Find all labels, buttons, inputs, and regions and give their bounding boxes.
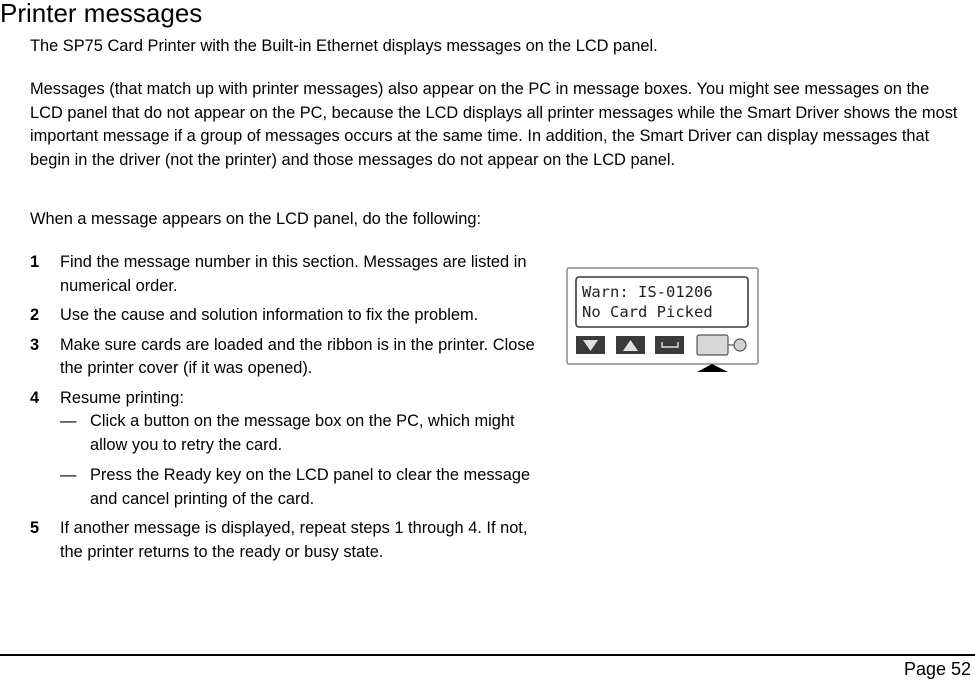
substep-2 <box>60 464 550 511</box>
step-number: 5 <box>30 519 40 537</box>
step-text: Make sure cards are loaded and the ribbon is in the printer. Close the printer cover (if it was opened). <box>60 335 535 377</box>
step-3 <box>30 334 550 381</box>
enter-icon <box>655 336 684 354</box>
step-text: If another message is displayed, repeat steps 1 through 4. If not, the printer returns to the ready or busy state. <box>60 519 528 561</box>
step-text: Resume printing: <box>60 388 184 407</box>
up-arrow-icon <box>616 336 645 354</box>
step-number: 1 <box>30 253 40 271</box>
lcd-line-1: Warn: IS-01206 <box>582 283 713 301</box>
step-2 <box>30 304 550 328</box>
lead-paragraph: When a message appears on the LCD panel, do the following: <box>30 210 482 228</box>
substep-dash: — <box>60 466 77 484</box>
substep-text: Click a button on the message box on the PC, which might allow you to retry the card. <box>90 412 515 454</box>
step-1 <box>30 251 550 298</box>
step-number: 4 <box>30 388 40 407</box>
step-4 <box>30 387 550 512</box>
lcd-line-2: No Card Picked <box>582 303 713 321</box>
step-number: 2 <box>30 306 40 324</box>
footer-rule <box>0 654 975 656</box>
step-number: 3 <box>30 335 40 354</box>
step-text: Use the cause and solution information to fix the problem. <box>60 306 479 324</box>
substep-text: Press the Ready key on the LCD panel to clear the message and cancel printing of the card. <box>90 466 531 508</box>
ready-key-icon <box>697 335 728 355</box>
step-5 <box>30 517 550 564</box>
page-number: Page 52 <box>903 659 971 679</box>
lcd-panel-illustration <box>566 267 759 377</box>
page-title: Printer messages <box>0 0 203 28</box>
intro-paragraph: The SP75 Card Printer with the Built-in Ethernet displays messages on the LCD panel. <box>30 37 658 55</box>
details-paragraph: Messages (that match up with printer messages) also appear on the PC in message boxes. You might see messages on the LCD panel that do not appear on the PC, because the LCD displays all printer messages while the Smart Driver shows the most important message if a group of messages occurs at the same time. In addition, the Smart Driver can display messages that begin in the driver (not the printer) and those messages do not appear on the LCD panel. <box>30 80 958 169</box>
ready-key-pointer-icon <box>697 364 728 372</box>
steps-list <box>30 251 550 564</box>
substep-1 <box>60 410 550 457</box>
step-text: Find the message number in this section. Messages are listed in numerical order. <box>60 253 527 295</box>
down-arrow-icon <box>576 336 605 354</box>
indicator-light-icon <box>734 339 746 351</box>
substep-dash: — <box>60 412 77 430</box>
